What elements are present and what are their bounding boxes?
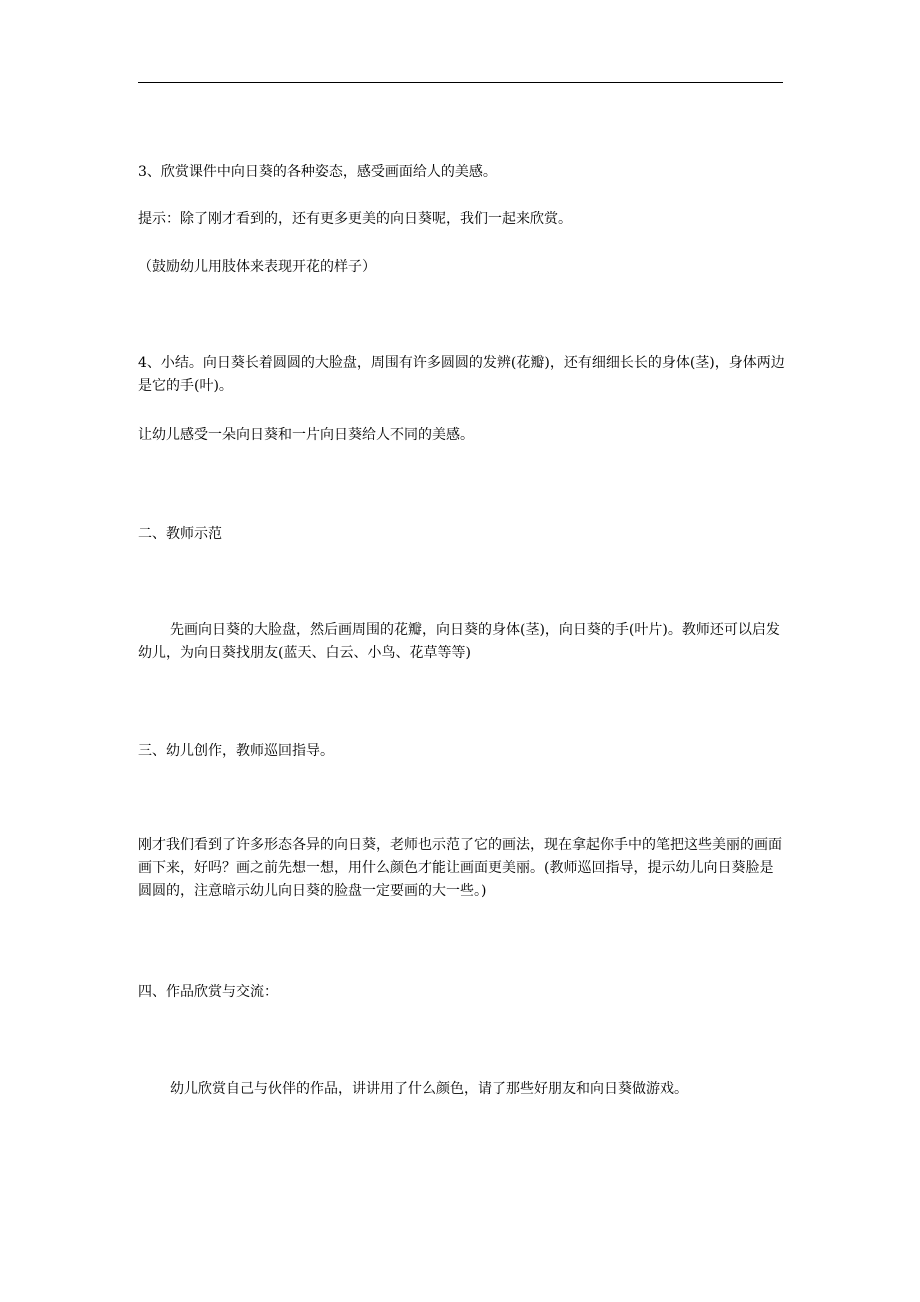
paragraph-feel-beauty: 让幼儿感受一朵向日葵和一片向日葵给人不同的美感。 [138, 427, 474, 443]
paragraph-hint: 提示：除了刚才看到的，还有更多更美的向日葵呢，我们一起来欣赏。 [138, 211, 572, 227]
paragraph-summary: 4、小结。向日葵长着圆圆的大脸盘，周围有许多圆圆的发辨(花瓣)，还有细细长长的身体(茎)，身体两边是它的手(叶)。 [138, 355, 785, 394]
paragraph-appreciation: 幼儿欣赏自己与伙伴的作品，讲讲用了什么颜色，请了那些好朋友和向日葵做游戏。 [170, 1081, 688, 1097]
section-heading-child-creation: 三、幼儿创作，教师巡回指导。 [138, 743, 334, 759]
section-heading-appreciation: 四、作品欣赏与交流： [138, 984, 278, 1000]
paragraph-step-3: 3、欣赏课件中向日葵的各种姿态，感受画面给人的美感。 [138, 164, 497, 180]
paragraph-teacher-demo: 先画向日葵的大脸盘，然后画周围的花瓣，向日葵的身体(茎)，向日葵的手(叶片)。教师还可以启发幼儿，为向日葵找朋友(蓝天、白云、小鸟、花草等等) [138, 622, 780, 661]
paragraph-encourage: （鼓励幼儿用肢体来表现开花的样子） [138, 259, 376, 275]
paragraph-child-creation: 刚才我们看到了许多形态各异的向日葵，老师也示范了它的画法，现在拿起你手中的笔把这些美丽的画面画下来，好吗？画之前先想一想，用什么颜色才能让画面更美丽。(教师巡回指导，提示幼儿向日葵脸是圆圆的，注意暗示幼儿向日葵的脸盘一定要画的大一些。) [138, 837, 782, 899]
header-rule [138, 82, 783, 83]
section-heading-teacher-demo: 二、教师示范 [138, 526, 222, 542]
